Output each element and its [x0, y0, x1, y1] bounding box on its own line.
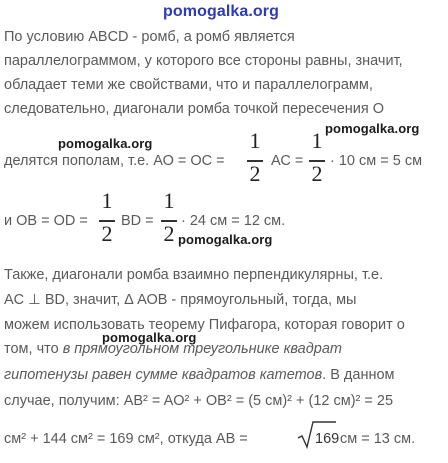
watermark-lower: pomogalka.org: [102, 330, 197, 345]
text-line-13c: см = 13 см.: [340, 431, 416, 447]
text-line-11: [4, 366, 395, 384]
text-line-10b-italic: в прямоугольном треугольнике квадрат: [62, 341, 342, 357]
fraction-1-numerator: 1: [249, 128, 261, 153]
fraction-4-denominator: 2: [163, 221, 175, 246]
text-line-6b: BD =: [121, 213, 154, 229]
fraction-3-numerator: 1: [101, 188, 113, 213]
text-line-10a: том, что: [4, 341, 63, 357]
text-line-11b: . В данном: [322, 367, 395, 383]
fraction-1-denominator: 2: [249, 161, 261, 186]
text-line-1: По условию ABCD - ромб, а ромб является: [4, 29, 295, 45]
fraction-2-numerator: 1: [311, 128, 323, 153]
fraction-4-numerator: 1: [163, 188, 175, 213]
text-line-3: обладает теми же свойствами, что и параллелограмм,: [4, 77, 373, 93]
text-line-10: [4, 340, 342, 358]
text-line-13a: см² + 144 см² = 169 см², откуда АВ =: [4, 431, 248, 447]
text-line-12: случае, получим: AB² = AO² + OB² = (5 см)² + (12 см)² = 25: [4, 393, 394, 409]
watermark-left: pomogalka.org: [58, 136, 153, 151]
fraction-3-denominator: 2: [101, 221, 113, 246]
text-line-5b: АС =: [271, 153, 304, 169]
text-line-9: можем использовать теорему Пифагора, которая говорит о: [4, 317, 405, 333]
text-line-6a: и ОВ = OD =: [4, 213, 88, 229]
text-line-7: Также, диагонали ромба взаимно перпендикулярны, т.е.: [4, 267, 384, 283]
watermark-mid: pomogalka.org: [178, 232, 273, 247]
text-line-8: AC ⊥ BD, значит, Δ АОВ - прямоугольный, тогда, мы: [4, 292, 357, 308]
watermark-top: pomogalka.org: [163, 3, 279, 20]
text-line-5c: · 10 см = 5 см: [330, 153, 423, 169]
fraction-2-denominator: 2: [311, 161, 323, 186]
text-line-6c: · 24 см = 12 см.: [181, 213, 286, 229]
text-line-5a: делятся пополам, т.е. АО = ОС =: [4, 153, 225, 169]
text-line-4: следовательно, диагонали ромба точкой пересечения О: [4, 101, 385, 117]
sqrt-radicand: 169: [315, 431, 340, 447]
text-line-2: параллелограммом, у которого все стороны равны, значит,: [4, 53, 403, 69]
watermark-right: pomogalka.org: [325, 121, 420, 136]
text-line-11a-italic: гипотенузы равен сумме квадратов катетов: [4, 367, 323, 383]
